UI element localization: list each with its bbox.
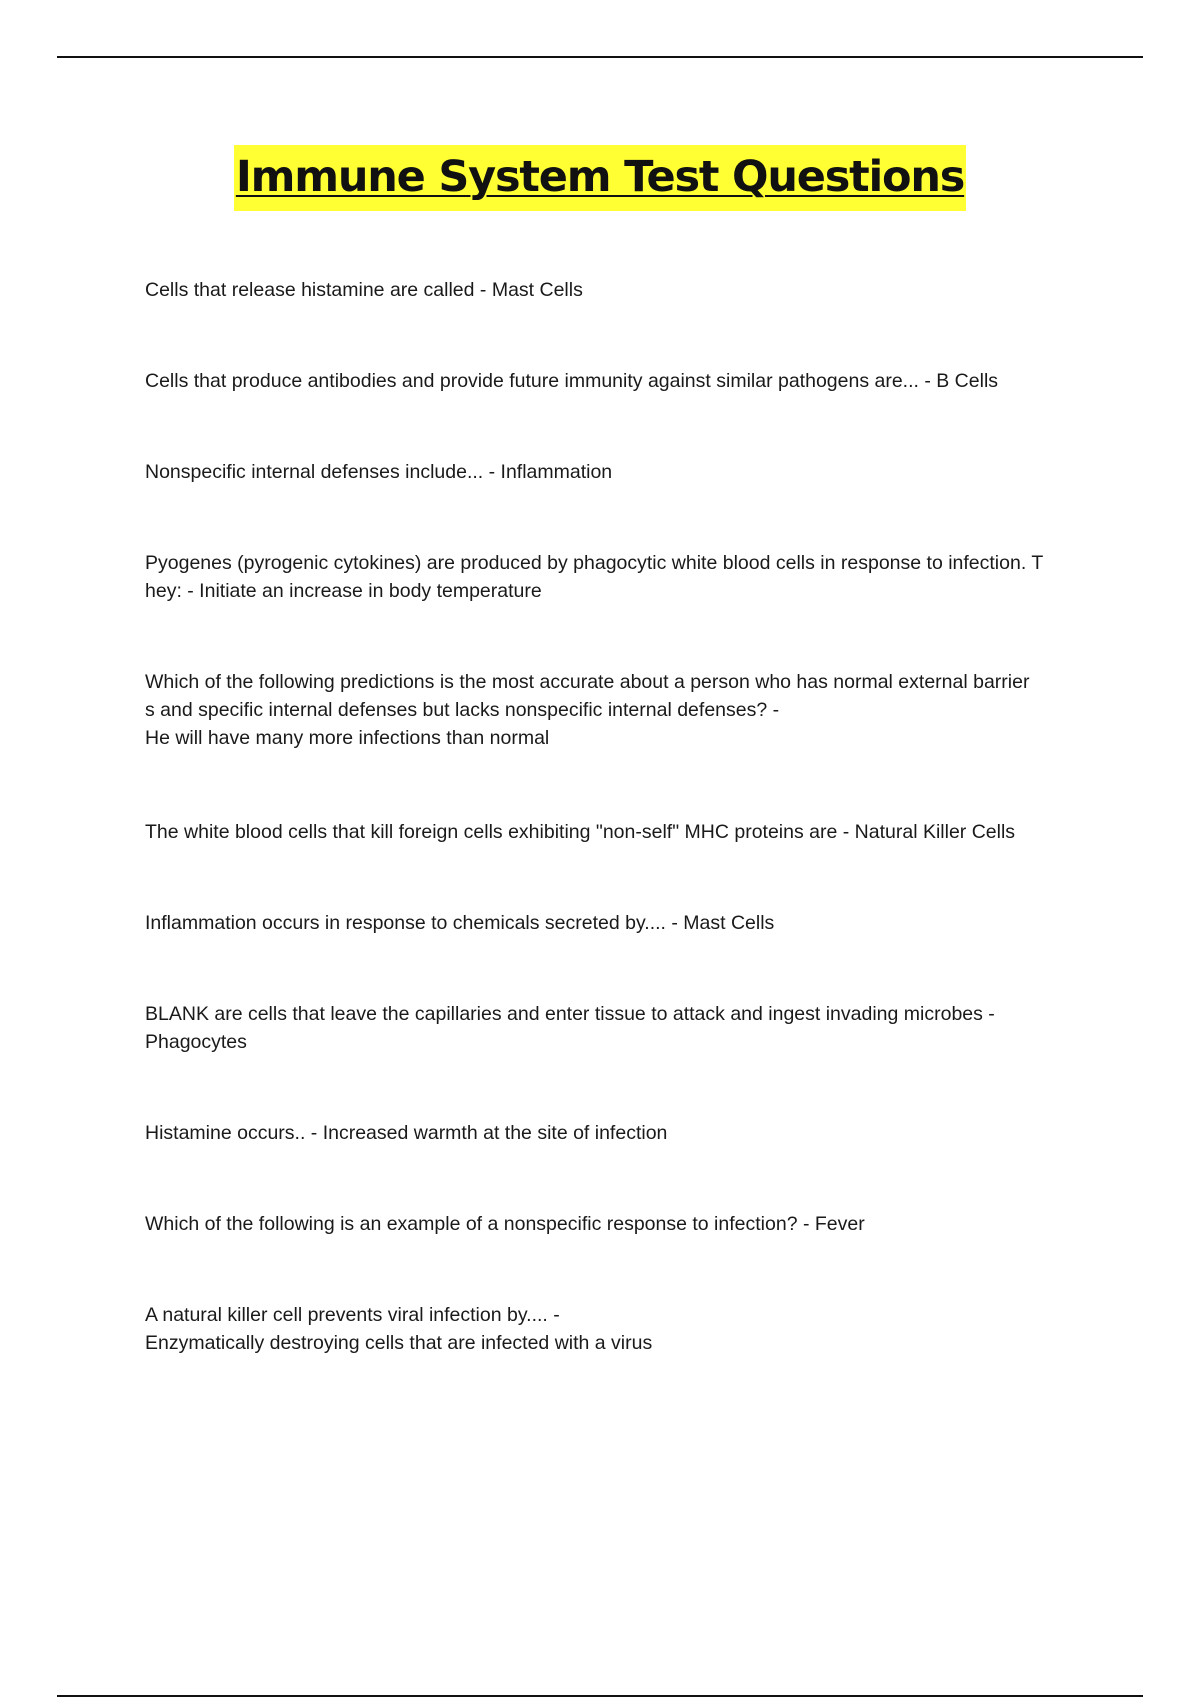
question-item-9: Histamine occurs.. - Increased warmth at the site of infection (145, 1122, 668, 1144)
document-title: Immune System Test Questions (234, 145, 966, 211)
question-item-10: Which of the following is an example of a nonspecific response to infection? - Fever (145, 1213, 865, 1235)
bottom-rule (57, 1695, 1143, 1697)
question-item-6: The white blood cells that kill foreign cells exhibiting "non-self" MHC proteins are - Natural Killer Cells (145, 821, 1016, 843)
question-item-5: Which of the following predictions is the most accurate about a person who has normal external barrier s and specific internal defenses but lacks nonspecific internal defenses? - He will have many more infections than normal (145, 671, 1030, 749)
question-item-11: A natural killer cell prevents viral infection by.... - Enzymatically destroying cells that are infected with a virus (145, 1304, 653, 1354)
top-rule (57, 56, 1143, 58)
question-item-4: Pyogenes (pyrogenic cytokines) are produced by phagocytic white blood cells in response to infection. T hey: - Initiate an increase in body temperature (145, 552, 1044, 602)
question-item-2: Cells that produce antibodies and provide future immunity against similar pathogens are... - B Cells (145, 370, 999, 392)
question-item-7: Inflammation occurs in response to chemicals secreted by.... - Mast Cells (145, 912, 775, 934)
question-item-3: Nonspecific internal defenses include... - Inflammation (145, 461, 613, 483)
question-item-1: Cells that release histamine are called - Mast Cells (145, 279, 583, 301)
title-container (0, 145, 1200, 211)
question-item-8: BLANK are cells that leave the capillaries and enter tissue to attack and ingest invading microbes - Phagocytes (145, 1003, 995, 1053)
